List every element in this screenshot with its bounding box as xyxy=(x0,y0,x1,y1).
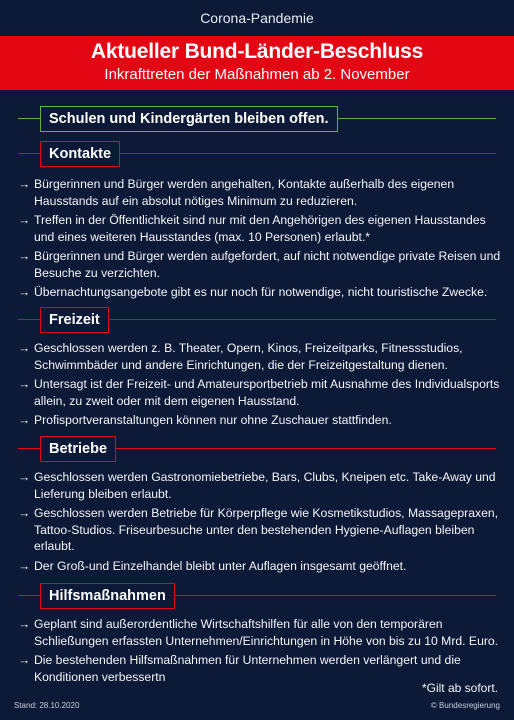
list-item: → Geschlossen werden Gastronomiebetriebe, Bars, Clubs, Kneipen etc. Take-Away und Lieferung bleiben erlaubt. xyxy=(18,470,496,501)
footnote: *Gilt ab sofort. xyxy=(421,681,498,695)
arrow-icon: → xyxy=(18,341,31,355)
list-item: → Die bestehenden Hilfsmaßnahmen für Unternehmen werden verlängert und die Konditionen verbessertn xyxy=(18,653,461,684)
arrow-icon: → xyxy=(18,558,31,573)
arrow-icon: → xyxy=(18,470,31,484)
arrow-icon: → xyxy=(18,413,31,427)
section-heading-betriebe: Betriebe xyxy=(40,436,116,462)
footer-date: Stand: 28.10.2020 xyxy=(14,701,80,710)
section-list-freizeit xyxy=(18,340,502,432)
section-list-hilfsmassnahmen xyxy=(18,616,502,688)
arrow-icon: → xyxy=(18,617,31,631)
highlight-box: Schulen und Kindergärten bleiben offen. xyxy=(40,106,338,132)
list-item: → Treffen in der Öffentlichkeit sind nur mit den Angehörigen des eigenen Hausstandes und eines weiteren Hausstandes (max. 10 Personen) erlaubt.* xyxy=(18,213,486,244)
list-item: → Untersagt ist der Freizeit- und Amateursportbetrieb mit Ausnahme des Individualsports allein, zu zweit oder mit dem eigenen Hausstand. xyxy=(18,377,500,408)
arrow-icon: → xyxy=(18,377,31,391)
arrow-icon: → xyxy=(18,213,31,227)
arrow-icon: → xyxy=(18,506,31,520)
page-title: Aktueller Bund-Länder-Beschluss xyxy=(90,40,424,63)
list-item: → Der Groß-und Einzelhandel bleibt unter Auflagen insgesamt geöffnet. xyxy=(18,558,407,573)
section-heading-kontakte: Kontakte xyxy=(40,141,120,167)
arrow-icon: → xyxy=(18,249,31,263)
footer-source: © Bundesregierung xyxy=(430,701,500,710)
list-item: → Bürgerinnen und Bürger werden aufgefordert, auf nicht notwendige private Reisen und Besuche zu verzichten. xyxy=(18,249,501,280)
topline: Corona-Pandemie xyxy=(200,10,314,26)
list-item: → Geplant sind außerordentliche Wirtschaftshilfen für alle von den temporären Schließungen erfassten Unternehmen/Einrichtungen in Höhe von bis zu 10 Mrd. Euro. xyxy=(18,617,499,648)
list-item: → Bürgerinnen und Bürger werden angehalten, Kontakte außerhalb des eigenen Hausstands auf ein absolut nötiges Minimum zu reduzieren. xyxy=(18,177,455,208)
section-heading-freizeit: Freizeit xyxy=(40,307,109,333)
page-subtitle: Inkrafttreten der Maßnahmen ab 2. November xyxy=(104,66,410,83)
list-item: → Übernachtungsangebote gibt es nur noch für notwendige, nicht touristische Zwecke. xyxy=(18,285,488,299)
list-item: → Geschlossen werden z. B. Theater, Opern, Kinos, Freizeitparks, Fitnessstudios, Schwimmbäder und andere Einrichtungen, die der Freizeitgestaltung dienen. xyxy=(18,341,463,372)
arrow-icon: → xyxy=(18,653,31,667)
list-item: → Geschlossen werden Betriebe für Körperpflege wie Kosmetikstudios, Massagepraxen, Tattoo-Studios. Friseurbesuche unter den bestehenden Hygiene-Auflagen bleiben erlaubt. xyxy=(18,506,499,553)
section-list-betriebe xyxy=(18,469,502,577)
arrow-icon: → xyxy=(18,177,31,191)
title-banner xyxy=(0,36,514,90)
arrow-icon: → xyxy=(18,285,31,299)
section-heading-hilfsmassnahmen: Hilfsmaßnahmen xyxy=(40,583,175,609)
section-list-kontakte xyxy=(18,176,502,304)
list-item: → Profisportveranstaltungen können nur ohne Zuschauer stattfinden. xyxy=(18,413,392,427)
